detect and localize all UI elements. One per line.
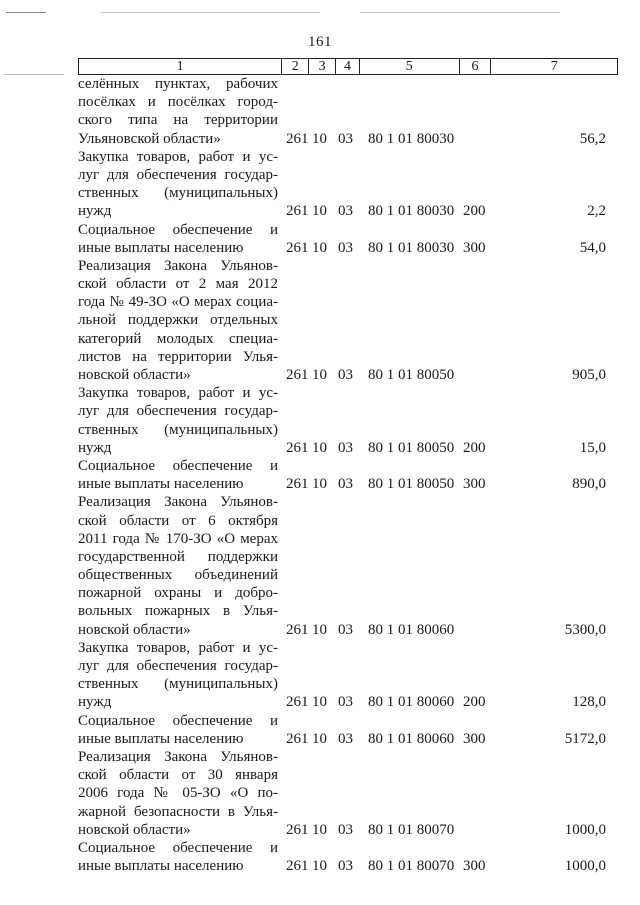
description-line: селённых пунктах, рабочих	[78, 76, 278, 92]
amount: 56,2	[579, 130, 606, 147]
description-line: ского типа на территории	[78, 112, 278, 129]
subsection-code: 03	[338, 366, 353, 383]
description-line: 2006 года № 05-ЗО «О по-	[78, 785, 278, 802]
description-line: ственных (муниципальных)	[78, 185, 278, 202]
description-line: категорий молодых специа-	[78, 330, 278, 347]
row-description	[78, 493, 278, 639]
ministry-code: 261	[286, 858, 309, 875]
expense-type-code: 300	[463, 730, 486, 747]
description-line: 2011 года № 170-ЗО «О мерах	[78, 530, 278, 547]
section-code: 10	[312, 239, 327, 256]
header-col-4: 4	[336, 59, 360, 74]
row-description	[78, 75, 278, 148]
ministry-code: 261	[286, 821, 309, 838]
header-col-2: 2	[282, 59, 309, 74]
subsection-code: 03	[338, 476, 353, 493]
table-row	[78, 221, 618, 257]
description-line: посёлках и посёлках город-	[78, 94, 278, 111]
description-line: иные выплаты населению	[78, 476, 244, 493]
amount: 2,2	[587, 203, 606, 220]
section-code: 10	[312, 366, 327, 383]
description-line: ской области от 6 октября	[78, 512, 278, 529]
target-article-code: 80 1 01 80050	[368, 366, 455, 383]
amount: 54,0	[579, 239, 606, 256]
expense-type-code: 200	[463, 694, 486, 711]
header-col-7: 7	[550, 59, 558, 74]
ministry-code: 261	[286, 730, 309, 747]
description-line: нужд	[78, 203, 112, 220]
description-line: Реализация Закона Ульянов-	[78, 257, 278, 274]
target-article-code: 80 1 01 80070	[368, 858, 455, 875]
subsection-code: 03	[338, 858, 353, 875]
table-row	[78, 457, 618, 493]
ministry-code: 261	[286, 439, 309, 456]
row-description	[78, 712, 278, 748]
row-description	[78, 639, 278, 712]
subsection-code: 03	[338, 203, 353, 220]
description-line: луг для обеспечения государ-	[78, 403, 278, 420]
description-line: новской области»	[78, 367, 191, 383]
table-row	[78, 75, 618, 148]
description-line: Ульяновской области»	[78, 130, 221, 147]
expense-type-code: 200	[463, 439, 486, 456]
description-line: Реализация Закона Ульянов-	[78, 494, 278, 511]
row-description	[78, 221, 278, 257]
description-line: луг для обеспечения государ-	[78, 658, 278, 674]
description-line: листов на территории Улья-	[78, 348, 278, 365]
expense-type-code: 300	[463, 858, 486, 875]
amount: 905,0	[572, 366, 606, 383]
amount: 890,0	[572, 476, 606, 493]
expense-type-code: 300	[463, 476, 486, 493]
description-line: иные выплаты населению	[78, 730, 244, 747]
scan-line-margin	[4, 74, 64, 75]
description-line: ской области от 30 января	[78, 767, 278, 784]
subsection-code: 03	[338, 239, 353, 256]
target-article-code: 80 1 01 80060	[368, 621, 455, 638]
description-line: иные выплаты населению	[78, 858, 244, 875]
subsection-code: 03	[338, 694, 353, 711]
description-line: новской области»	[78, 621, 191, 638]
target-article-code: 80 1 01 80060	[368, 730, 455, 747]
row-description	[78, 457, 278, 493]
amount: 128,0	[572, 694, 606, 711]
amount: 1000,0	[564, 858, 606, 875]
description-line: Закупка товаров, работ и ус-	[78, 639, 278, 656]
table-row	[78, 493, 618, 639]
subsection-code: 03	[338, 730, 353, 747]
section-code: 10	[312, 621, 327, 638]
section-code: 10	[312, 858, 327, 875]
description-line: луг для обеспечения государ-	[78, 166, 278, 183]
amount: 15,0	[579, 439, 606, 456]
ministry-code: 261	[286, 476, 309, 493]
ministry-code: 261	[286, 621, 309, 638]
description-line: Социальное обеспечение и	[78, 221, 278, 238]
table-row	[78, 712, 618, 748]
description-line: Социальное обеспечение и	[78, 839, 278, 856]
section-code: 10	[312, 476, 327, 493]
expense-type-code: 300	[463, 239, 486, 256]
row-description	[78, 148, 278, 221]
description-line: ской области от 2 мая 2012	[78, 276, 278, 293]
row-description	[78, 257, 278, 384]
target-article-code: 80 1 01 80070	[368, 821, 455, 838]
header-col-5: 5	[360, 59, 460, 74]
description-line: Социальное обеспечение и	[78, 457, 278, 474]
target-article-code: 80 1 01 80050	[368, 439, 455, 456]
description-line: вольных пожарных в Улья-	[78, 603, 278, 620]
section-code: 10	[312, 694, 327, 711]
section-code: 10	[312, 203, 327, 220]
description-line: нужд	[78, 439, 112, 456]
target-article-code: 80 1 01 80030	[368, 239, 455, 256]
subsection-code: 03	[338, 130, 353, 147]
subsection-code: 03	[338, 621, 353, 638]
description-line: пожарной охраны и добро-	[78, 585, 278, 602]
description-line: Закупка товаров, работ и ус-	[78, 385, 278, 402]
description-line: Реализация Закона Ульянов-	[78, 748, 278, 765]
description-line: ственных (муниципальных)	[78, 676, 278, 693]
subsection-code: 03	[338, 439, 353, 456]
page-number: 161	[308, 34, 332, 50]
description-line: общественных объединений	[78, 567, 278, 584]
ministry-code: 261	[286, 203, 309, 220]
table-body	[78, 75, 618, 875]
table-row	[78, 257, 618, 384]
amount: 5172,0	[564, 730, 606, 747]
section-code: 10	[312, 821, 327, 838]
target-article-code: 80 1 01 80030	[368, 203, 455, 220]
scan-line-top	[100, 12, 320, 13]
section-code: 10	[312, 730, 327, 747]
target-article-code: 80 1 01 80030	[368, 130, 455, 147]
header-col-1: 1	[79, 59, 282, 74]
section-code: 10	[312, 439, 327, 456]
table-row	[78, 148, 618, 221]
header-col-6: 6	[460, 59, 492, 74]
amount: 1000,0	[564, 821, 606, 838]
description-line: жарной безопасности в Улья-	[78, 803, 278, 820]
section-code: 10	[312, 130, 327, 147]
ministry-code: 261	[286, 130, 309, 147]
description-line: года № 49-ЗО «О мерах социа-	[78, 294, 278, 311]
row-description	[78, 748, 278, 839]
ministry-code: 261	[286, 694, 309, 711]
description-line: государственной поддержки	[78, 548, 278, 565]
table-row	[78, 839, 618, 875]
amount: 5300,0	[564, 621, 606, 638]
table-row	[78, 639, 618, 712]
description-line: ственных (муниципальных)	[78, 421, 278, 438]
description-line: льной поддержки отдельных	[78, 312, 278, 329]
description-line: Социальное обеспечение и	[78, 712, 278, 729]
ministry-code: 261	[286, 366, 309, 383]
table-row	[78, 748, 618, 839]
ministry-code: 261	[286, 239, 309, 256]
target-article-code: 80 1 01 80060	[368, 694, 455, 711]
target-article-code: 80 1 01 80050	[368, 476, 455, 493]
description-line: иные выплаты населению	[78, 239, 244, 256]
row-description	[78, 384, 278, 457]
table-header	[78, 58, 618, 75]
description-line: Закупка товаров, работ и ус-	[78, 148, 278, 165]
description-line: нужд	[78, 694, 112, 711]
expense-type-code: 200	[463, 203, 486, 220]
scan-line-top-right	[360, 12, 560, 13]
header-col-3: 3	[309, 59, 336, 74]
table-row	[78, 384, 618, 457]
scan-line-top-left	[6, 12, 46, 13]
subsection-code: 03	[338, 821, 353, 838]
row-description	[78, 839, 278, 875]
description-line: новской области»	[78, 821, 191, 838]
